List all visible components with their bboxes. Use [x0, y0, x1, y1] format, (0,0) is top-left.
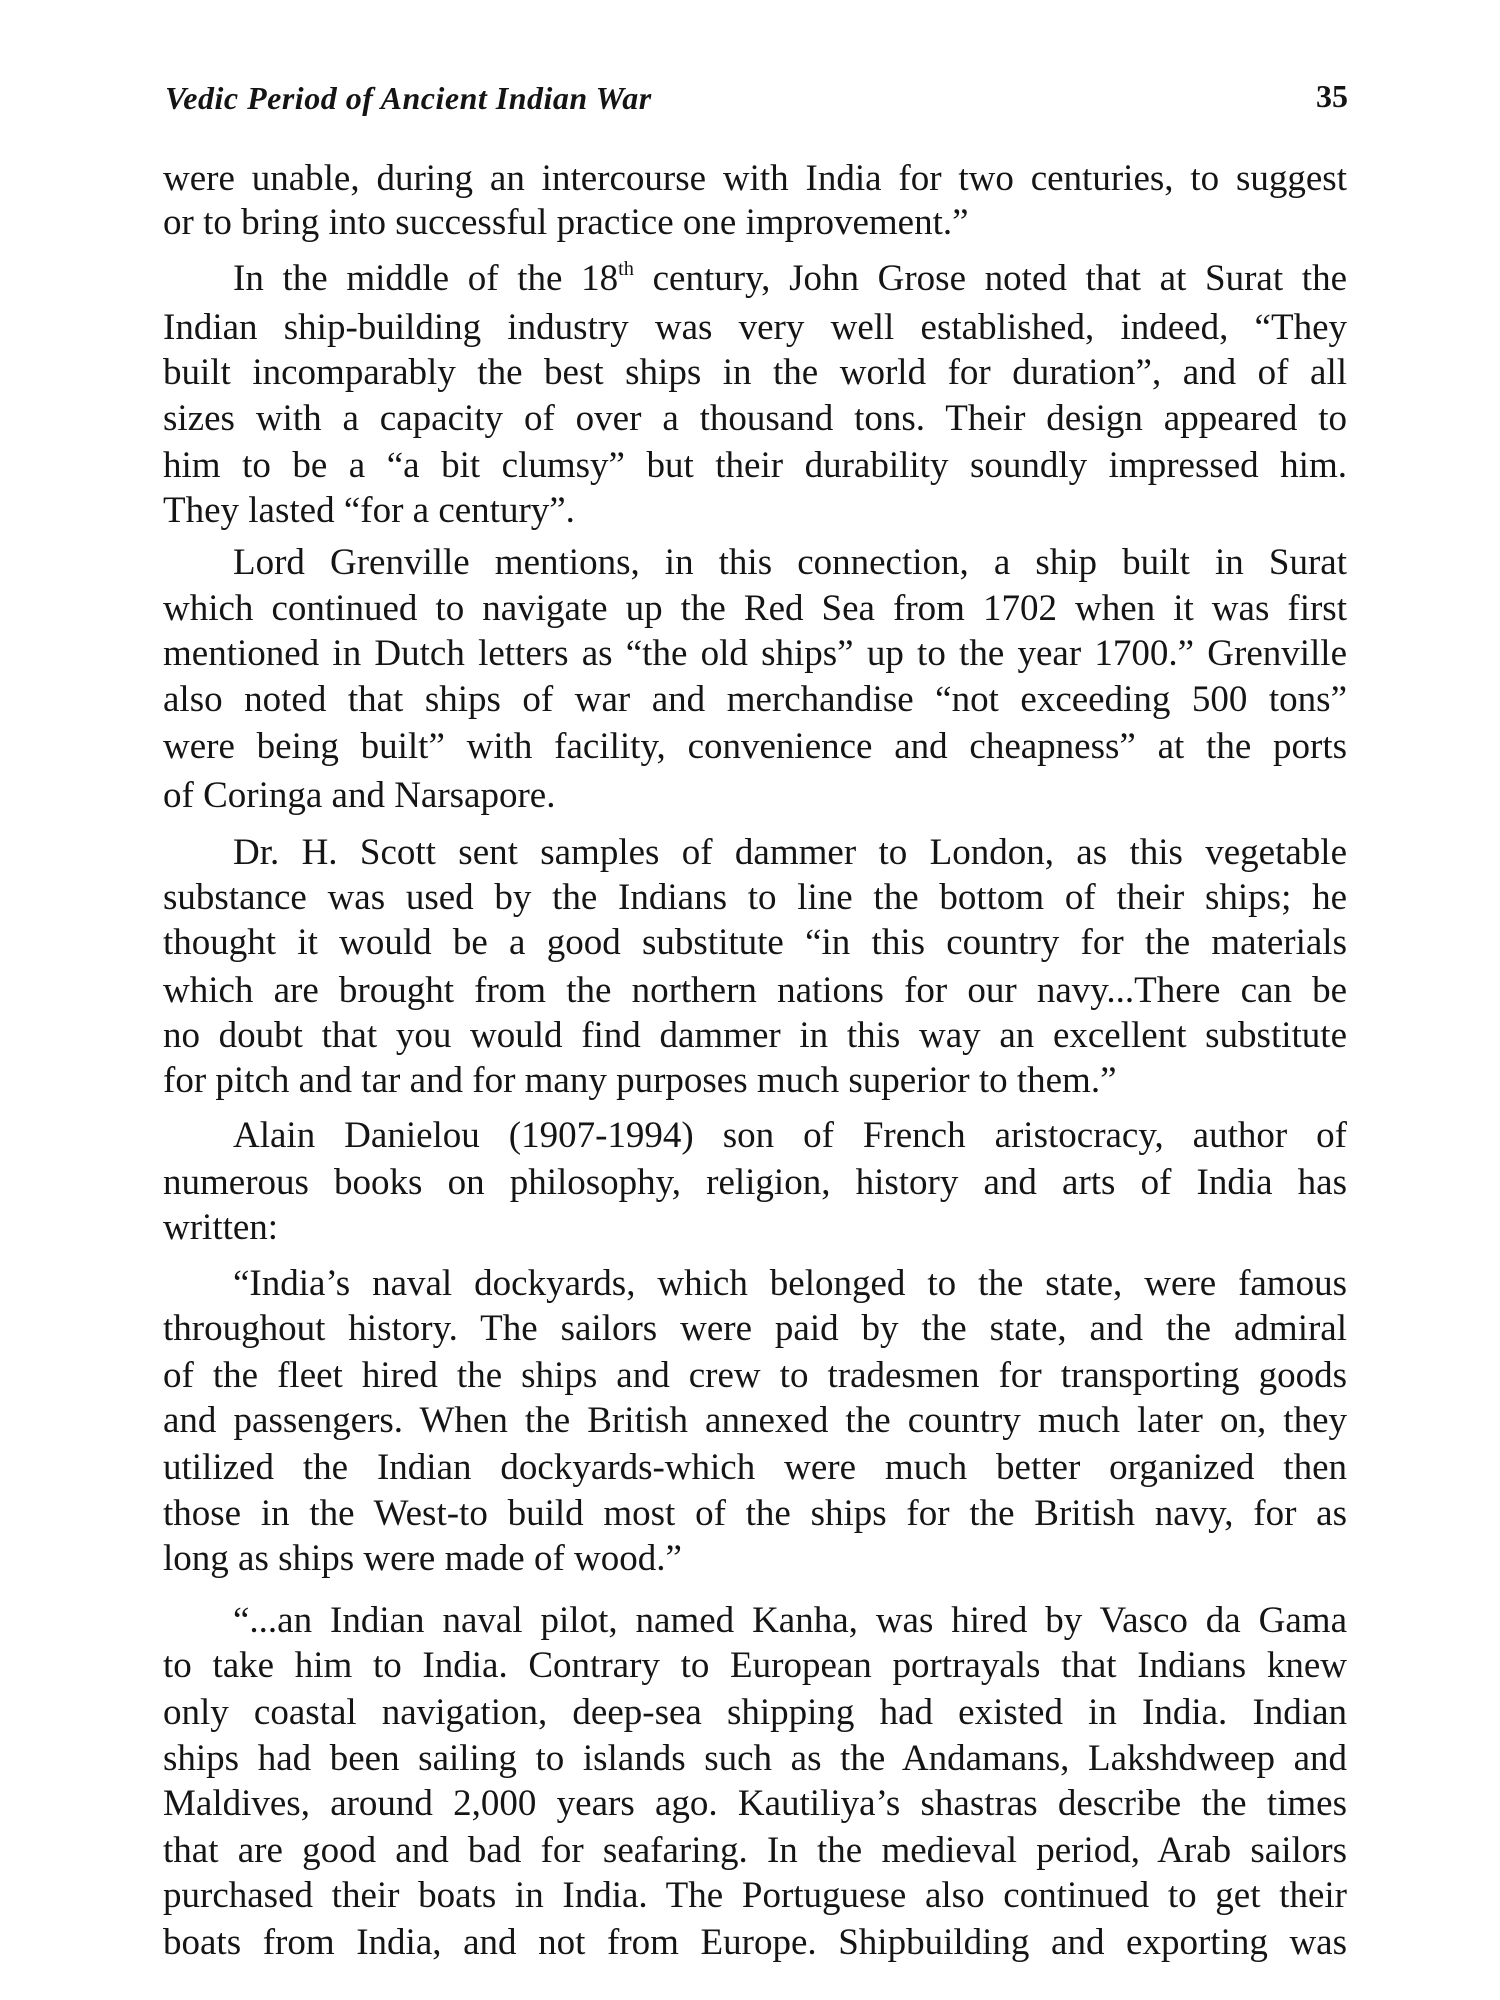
text-line: were being built” with facility, convenience and cheapness” at the ports: [163, 726, 1347, 767]
text-line: him to be a “a bit clumsy” but their durability soundly impressed him.: [163, 445, 1347, 486]
paragraph-first-line: “India’s naval dockyards, which belonged to the state, were famous: [233, 1263, 1347, 1304]
superscript-ordinal: th: [618, 257, 634, 280]
text-line: were unable, during an intercourse with India for two centuries, to suggest: [163, 158, 1347, 199]
text-line: purchased their boats in India. The Portuguese also continued to get their: [163, 1875, 1347, 1916]
text-line: utilized the Indian dockyards-which were much better organized then: [163, 1447, 1347, 1488]
text-line: for pitch and tar and for many purposes much superior to them.”: [163, 1060, 1117, 1101]
text-line: that are good and bad for seafaring. In the medieval period, Arab sailors: [163, 1830, 1347, 1871]
text-line: those in the West-to build most of the ships for the British navy, for as: [163, 1493, 1347, 1534]
paragraph-first-line: “...an Indian naval pilot, named Kanha, was hired by Vasco da Gama: [233, 1600, 1347, 1641]
text-line: Maldives, around 2,000 years ago. Kautiliya’s shastras describe the times: [163, 1783, 1347, 1824]
text-line: numerous books on philosophy, religion, history and arts of India has: [163, 1162, 1347, 1203]
text-line: substance was used by the Indians to line the bottom of their ships; he: [163, 877, 1347, 918]
text-line: ships had been sailing to islands such as the Andamans, Lakshdweep and: [163, 1738, 1347, 1779]
paragraph-first-line: Lord Grenville mentions, in this connection, a ship built in Surat: [233, 542, 1347, 583]
paragraph-first-line: Dr. H. Scott sent samples of dammer to London, as this vegetable: [233, 832, 1347, 873]
text-line: written:: [163, 1207, 279, 1248]
text-line: only coastal navigation, deep-sea shipping had existed in India. Indian: [163, 1692, 1347, 1733]
text-line: of the fleet hired the ships and crew to tradesmen for transporting goods: [163, 1355, 1347, 1396]
text-line: sizes with a capacity of over a thousand tons. Their design appeared to: [163, 398, 1347, 439]
page-number: 35: [1316, 78, 1348, 114]
text-line: long as ships were made of wood.”: [163, 1538, 682, 1579]
text-line: boats from India, and not from Europe. Shipbuilding and exporting was: [163, 1922, 1347, 1963]
running-head-title: Vedic Period of Ancient Indian War: [165, 80, 652, 116]
text-line: or to bring into successful practice one improvement.”: [163, 202, 969, 243]
paragraph-first-line: [233, 256, 1347, 302]
text-line: throughout history. The sailors were paid by the state, and the admiral: [163, 1308, 1347, 1349]
text-line: of Coringa and Narsapore.: [163, 775, 556, 816]
text-segment: In the middle of the 18: [233, 258, 619, 299]
text-line: which are brought from the northern nations for our navy...There can be: [163, 970, 1347, 1011]
text-line: mentioned in Dutch letters as “the old ships” up to the year 1700.” Grenville: [163, 633, 1347, 674]
text-line: Indian ship-building industry was very well established, indeed, “They: [163, 307, 1347, 348]
text-line: which continued to navigate up the Red Sea from 1702 when it was first: [163, 588, 1347, 629]
text-line: also noted that ships of war and merchandise “not exceeding 500 tons”: [163, 679, 1347, 720]
text-line: They lasted “for a century”.: [163, 490, 575, 531]
text-line: and passengers. When the British annexed the country much later on, they: [163, 1400, 1347, 1441]
text-segment: century, John Grose noted that at Surat the: [633, 258, 1347, 299]
paragraph-first-line: Alain Danielou (1907-1994) son of French aristocracy, author of: [233, 1115, 1347, 1156]
text-line: thought it would be a good substitute “in this country for the materials: [163, 922, 1347, 963]
text-line: to take him to India. Contrary to European portrayals that Indians knew: [163, 1645, 1347, 1686]
text-line: no doubt that you would find dammer in this way an excellent substitute: [163, 1015, 1347, 1056]
text-line: built incomparably the best ships in the world for duration”, and of all: [163, 352, 1347, 393]
